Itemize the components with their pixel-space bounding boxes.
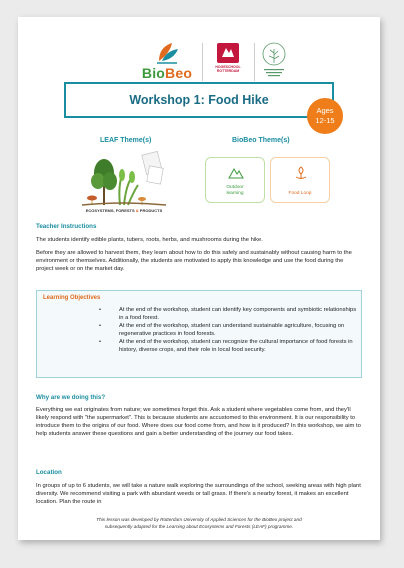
learning-objectives-title: Learning Objectives bbox=[43, 295, 101, 301]
leaf-theme-heading: LEAF Theme(s) bbox=[100, 137, 152, 144]
objective-text: At the end of the workshop, student can recognize the cultural importance of food forests in history, diverse crops, and their role in local food security. bbox=[119, 339, 353, 353]
leaf-theme-caption bbox=[76, 208, 172, 213]
ages-badge bbox=[307, 98, 343, 134]
leaf-caption-a: ECOSYSTEMS, FORESTS bbox=[85, 208, 135, 213]
teacher-instructions-heading: Teacher Instructions bbox=[36, 223, 97, 230]
ages-range: 12-15 bbox=[315, 116, 335, 125]
food-loop-icon bbox=[292, 165, 310, 181]
outdoor-learning-card bbox=[205, 157, 265, 203]
tree-circle-logo-icon bbox=[261, 41, 287, 83]
logo-divider bbox=[254, 43, 255, 81]
teacher-paragraph-2: Before they are allowed to harvest them, they learn about how to do this safely and sustainably without causing harm to the environment or themselves. Additionally, the students are motivated to apply this knowledge and use the food during the project week or on the market day. bbox=[36, 250, 352, 273]
food-loop-label: Food Loop bbox=[288, 190, 312, 196]
hogeschool-rotterdam-logo bbox=[205, 43, 251, 83]
ages-label: Ages bbox=[316, 106, 334, 115]
hogeschool-line2: ROTTERDAM bbox=[216, 69, 240, 73]
teacher-paragraph-1: The students identify edible plants, tubers, roots, herbs, and mushrooms during the hike. bbox=[36, 237, 263, 243]
hogeschool-line1: HOGESCHOOL bbox=[215, 65, 241, 69]
objective-text: At the end of the workshop, student can identify key components and symbiotic relationships in a food forest. bbox=[119, 307, 357, 321]
document-page bbox=[18, 17, 380, 540]
learning-objectives-box bbox=[36, 290, 362, 378]
footer-line-1: This lesson was developed by Rotterdam University of Applied Sciences for the BioBeo project and bbox=[96, 517, 302, 522]
objective-item: • At the end of the workshop, student can identify key components and symbiotic relationships in a food forest. bbox=[99, 307, 357, 321]
objective-text: At the end of the workshop, student can understand sustainable agriculture, focusing on regenerative practices in food forests. bbox=[119, 323, 345, 337]
title-box bbox=[64, 82, 334, 118]
why-paragraph: Everything we eat originates from nature; we sometimes forget this. Ask a student where vegetables come from, and they'll likely respond with "the supermarket". This is because students are accustomed to this environment. It is our responsibility to introduce them to the origins of our food. Where does our food come from, and how is it produced? In this workshop, we aim to help students answer these questions and gain a better understanding of the journey our food takes. bbox=[36, 407, 361, 438]
hogeschool-mark-icon bbox=[217, 43, 239, 63]
location-heading: Location bbox=[36, 469, 62, 476]
food-loop-card bbox=[270, 157, 330, 203]
biobeo-beo-text: Beo bbox=[165, 65, 193, 81]
footer-note bbox=[36, 517, 362, 530]
ecosystems-forests-illustration bbox=[76, 147, 172, 217]
biobeo-theme-heading: BioBeo Theme(s) bbox=[232, 137, 290, 144]
location-paragraph: In groups of up to 6 students, we will take a nature walk exploring the surroundings of the school, seeking areas with high plant diversity. We recommend visiting a park with abundant weeds or tall grass. If there's a nearby forest, it makes an excellent location. Plan the route in bbox=[36, 483, 361, 506]
outdoor-learning-icon bbox=[227, 166, 245, 180]
page-title: Workshop 1: Food Hike bbox=[129, 93, 269, 107]
footer-line-2: subsequently adapted for the Learning about Ecosystems and Forests (LEAF) programme. bbox=[104, 523, 294, 529]
outdoor-label-2: learning bbox=[226, 190, 244, 196]
why-heading: Why are we doing this? bbox=[36, 394, 106, 401]
outdoor-label-1: Outdoor bbox=[226, 185, 244, 190]
leaf-caption-b: PRODUCTS bbox=[139, 208, 163, 213]
learning-objectives-list bbox=[43, 306, 357, 354]
objective-item: • At the end of the workshop, student can understand sustainable agriculture, focusing on regenerative practices in food forests. bbox=[99, 323, 345, 337]
biobeo-leaf-icon bbox=[132, 39, 202, 67]
biobeo-bio-text: Bio bbox=[141, 65, 166, 81]
biobeo-logo bbox=[132, 39, 202, 83]
logo-row bbox=[18, 39, 380, 87]
leaf-caption-amp: & bbox=[135, 208, 139, 213]
objective-item: • At the end of the workshop, student can recognize the cultural importance of food forests in history, diverse crops, and their role in local food security. bbox=[99, 339, 353, 353]
logo-divider bbox=[202, 43, 203, 81]
